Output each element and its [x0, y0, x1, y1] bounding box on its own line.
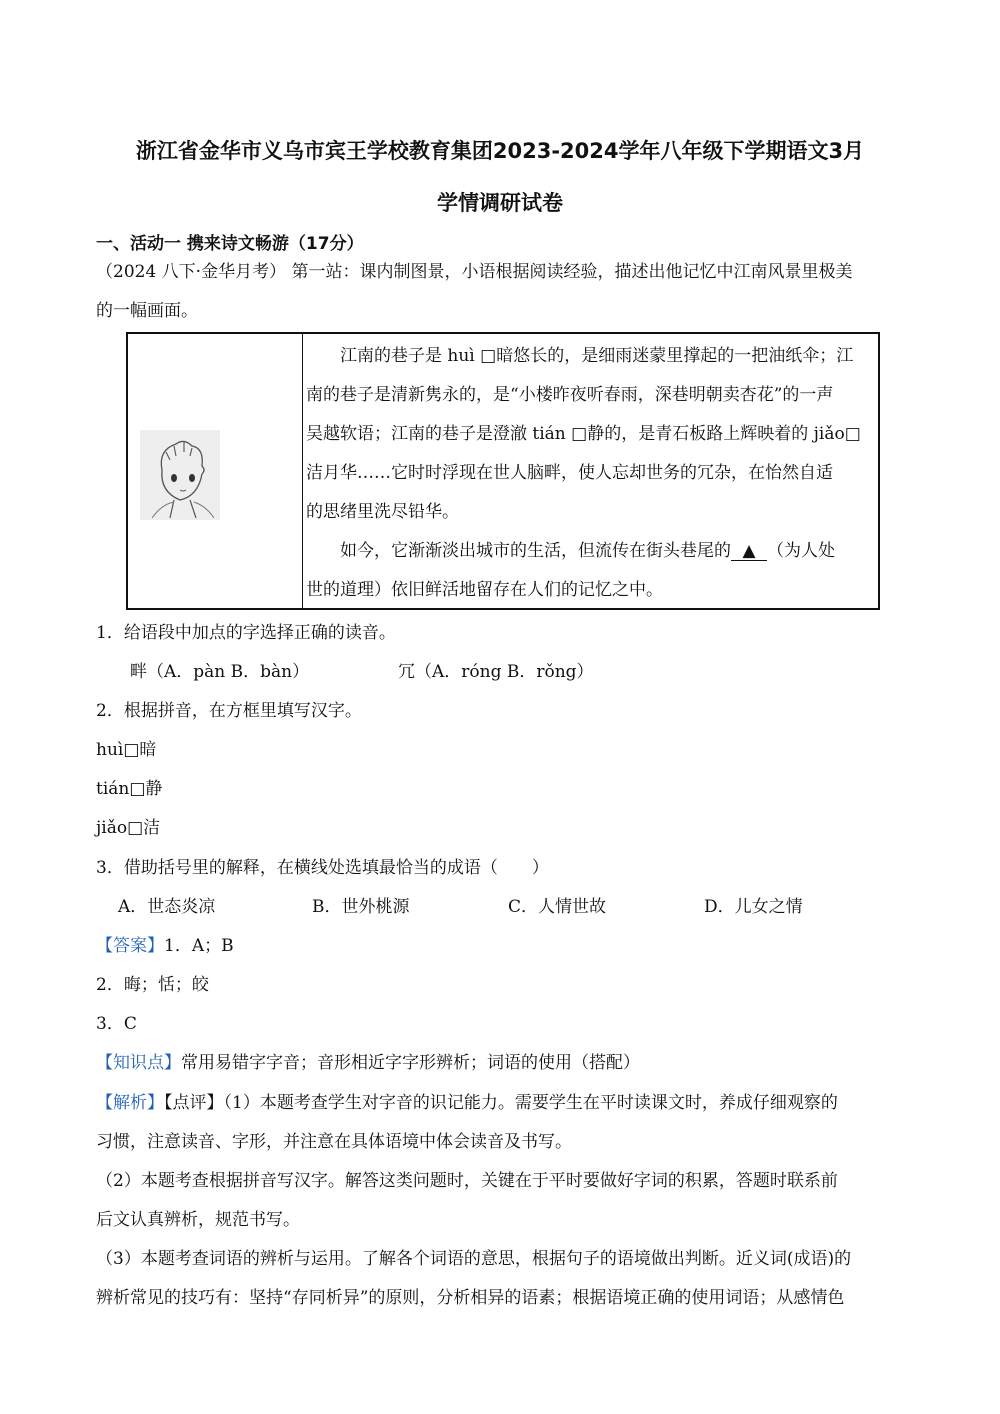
analysis-line-2: 习惯，注意读音、字形，并注意在具体语境中体会读音及书写。 [96, 1132, 572, 1152]
analysis-text: 【点评】（1）本题考查学生对字音的识记能力。需要学生在平时读课文时，养成仔细观察的 [164, 1093, 838, 1113]
intro-line-2: 的一幅画面。 [96, 301, 198, 321]
page-title-line2: 学情调研试卷 [437, 191, 563, 215]
q2-item: huì□暗 [96, 740, 157, 760]
analysis-line-5: （3）本题考查词语的辨析与运用。了解各个词语的意思，根据句子的语境做出判断。近义词(成语)的 [96, 1249, 852, 1269]
table-divider [302, 334, 303, 608]
knowledge-line [96, 1051, 640, 1075]
q2-item: tián□静 [96, 779, 163, 799]
passage-line: 吴越软语；江南的巷子是澄澈 tián □静的，是青石板路上辉映着的 jiǎo□ [306, 424, 861, 444]
q3-option-a: A．世态炎凉 [118, 897, 216, 917]
analysis-line-6: 辨析常见的技巧有：坚持“存同析异”的原则，分析相异的语素；根据语境正确的使用词语；从感情色 [96, 1288, 845, 1308]
passage-text: （为人处 [767, 541, 835, 561]
answer-text: 1．A；B [164, 936, 234, 956]
boy-avatar-image [140, 430, 220, 520]
analysis-line-3: （2）本题考查根据拼音写汉字。解答这类问题时，关键在于平时要做好字词的积累，答题时联系前 [96, 1171, 838, 1191]
analysis-label: 【解析】 [96, 1093, 164, 1113]
answer-label: 【答案】 [96, 936, 164, 956]
passage-line: 江南的巷子是 huì □暗悠长的，是细雨迷蒙里撑起的一把油纸伞；江 [340, 346, 854, 366]
question-2: 2．根据拼音，在方框里填写汉字。 [96, 701, 362, 721]
answer-line-3: 3．C [96, 1014, 137, 1034]
q1-option-rong: 冗（A．róng B．rǒng） [398, 662, 594, 682]
section-heading: 一、活动一 携来诗文畅游（17分） [96, 234, 364, 254]
knowledge-label: 【知识点】 [96, 1053, 181, 1073]
passage-line: 的思绪里洗尽铅华。 [306, 502, 459, 522]
answer-line-2: 2．晦；恬；皎 [96, 975, 209, 995]
passage-text: 如今，它渐渐淡出城市的生活，但流传在街头巷尾的 [340, 541, 731, 561]
analysis-line-1 [96, 1091, 838, 1115]
q3-option-d: D．儿女之情 [704, 897, 803, 917]
answer-line-1 [96, 934, 234, 958]
q1-option-pan: 畔（A．pàn B．bàn） [130, 662, 310, 682]
passage-line-with-blank [306, 539, 835, 563]
passage-line: 南的巷子是清新隽永的，是“小楼昨夜听春雨，深巷明朝卖杏花”的一声 [306, 385, 834, 405]
passage-line: 洁月华……它时时浮现在世人脑畔，使人忘却世务的冗杂，在怡然自适 [306, 463, 833, 483]
q3-option-c: C．人情世故 [508, 897, 607, 917]
passage-line: 世的道理）依旧鲜活地留存在人们的记忆之中。 [306, 580, 663, 600]
analysis-line-4: 后文认真辨析，规范书写。 [96, 1210, 300, 1230]
boy-sketch-icon [140, 430, 220, 520]
intro-line-1: （2024 八下·金华月考） 第一站：课内制图景，小语根据阅读经验，描述出他记忆中江南风景里极美 [96, 262, 853, 282]
question-3: 3．借助括号里的解释，在横线处选填最恰当的成语（ ） [96, 858, 549, 878]
page-title-line1: 浙江省金华市义乌市宾王学校教育集团2023-2024学年八年级下学期语文3月 [135, 139, 865, 163]
knowledge-text: 常用易错字字音；音形相近字字形辨析；词语的使用（搭配） [181, 1053, 640, 1073]
q2-item: jiǎo□洁 [96, 818, 161, 838]
answer-blank: ▲ [731, 542, 767, 561]
passage-table [126, 332, 880, 610]
question-1: 1．给语段中加点的字选择正确的读音。 [96, 623, 396, 643]
q3-option-b: B．世外桃源 [312, 897, 410, 917]
